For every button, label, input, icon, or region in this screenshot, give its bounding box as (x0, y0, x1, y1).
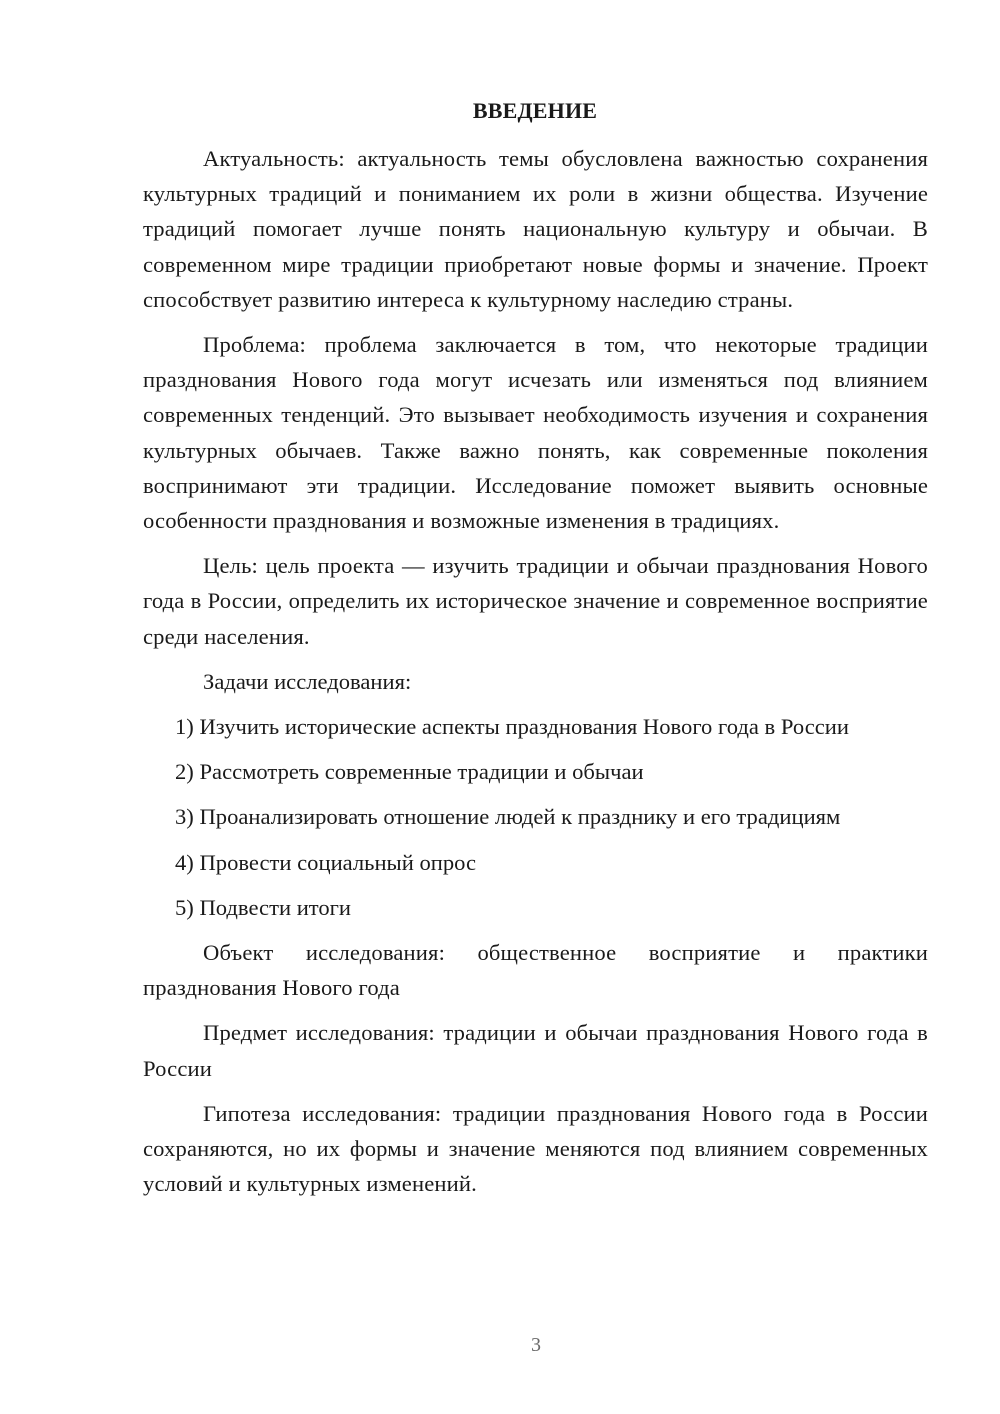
task-item: 2) Рассмотреть современные традиции и обычаи (175, 759, 644, 785)
page-title: ВВЕДЕНИЕ (472, 98, 598, 123)
task-item: 1) Изучить исторические аспекты празднования Нового года в России (175, 714, 849, 740)
hypothesis-paragraph: Гипотеза исследования: традиции празднования Нового года в России сохраняются, но их формы и значение меняются под влиянием современных условий и культурных изменений. (143, 1100, 928, 1197)
tasks-list (143, 709, 928, 925)
subject-paragraph: Предмет исследования: традиции и обычаи празднования Нового года в России (143, 1020, 928, 1081)
document-body (143, 141, 928, 1211)
object-paragraph: Объект исследования: общественное восприятие и практики празднования Нового года (143, 940, 928, 1001)
tasks-title: Задачи исследования: (203, 668, 412, 694)
relevance-paragraph: Актуальность: актуальность темы обусловлена важностью сохранения культурных традиций и пониманием их роли в жизни общества. Изучение традиций помогает лучше понять национальную культуру и обычаи. В современном мире традиции приобретают новые формы и значение. Проект способствует развитию интереса к культурному наследию страны. (143, 146, 928, 312)
task-item: 3) Проанализировать отношение людей к празднику и его традициям (175, 804, 841, 830)
goal-paragraph: Цель: цель проекта — изучить традиции и обычаи празднования Нового года в России, определить их историческое значение и современное восприятие среди населения. (143, 553, 928, 649)
problem-paragraph: Проблема: проблема заключается в том, что некоторые традиции празднования Нового года могут исчезать или изменяться под влиянием современных тенденций. Это вызывает необходимость изучения и сохранения культурных обычаев. Также важно понять, как современные поколения воспринимают эти традиции. Исследование поможет выявить основные особенности празднования и возможные изменения в традициях. (143, 332, 928, 534)
task-item: 4) Провести социальный опрос (175, 849, 477, 875)
page-number: 3 (531, 1334, 541, 1356)
task-item: 5) Подвести итоги (175, 894, 352, 920)
